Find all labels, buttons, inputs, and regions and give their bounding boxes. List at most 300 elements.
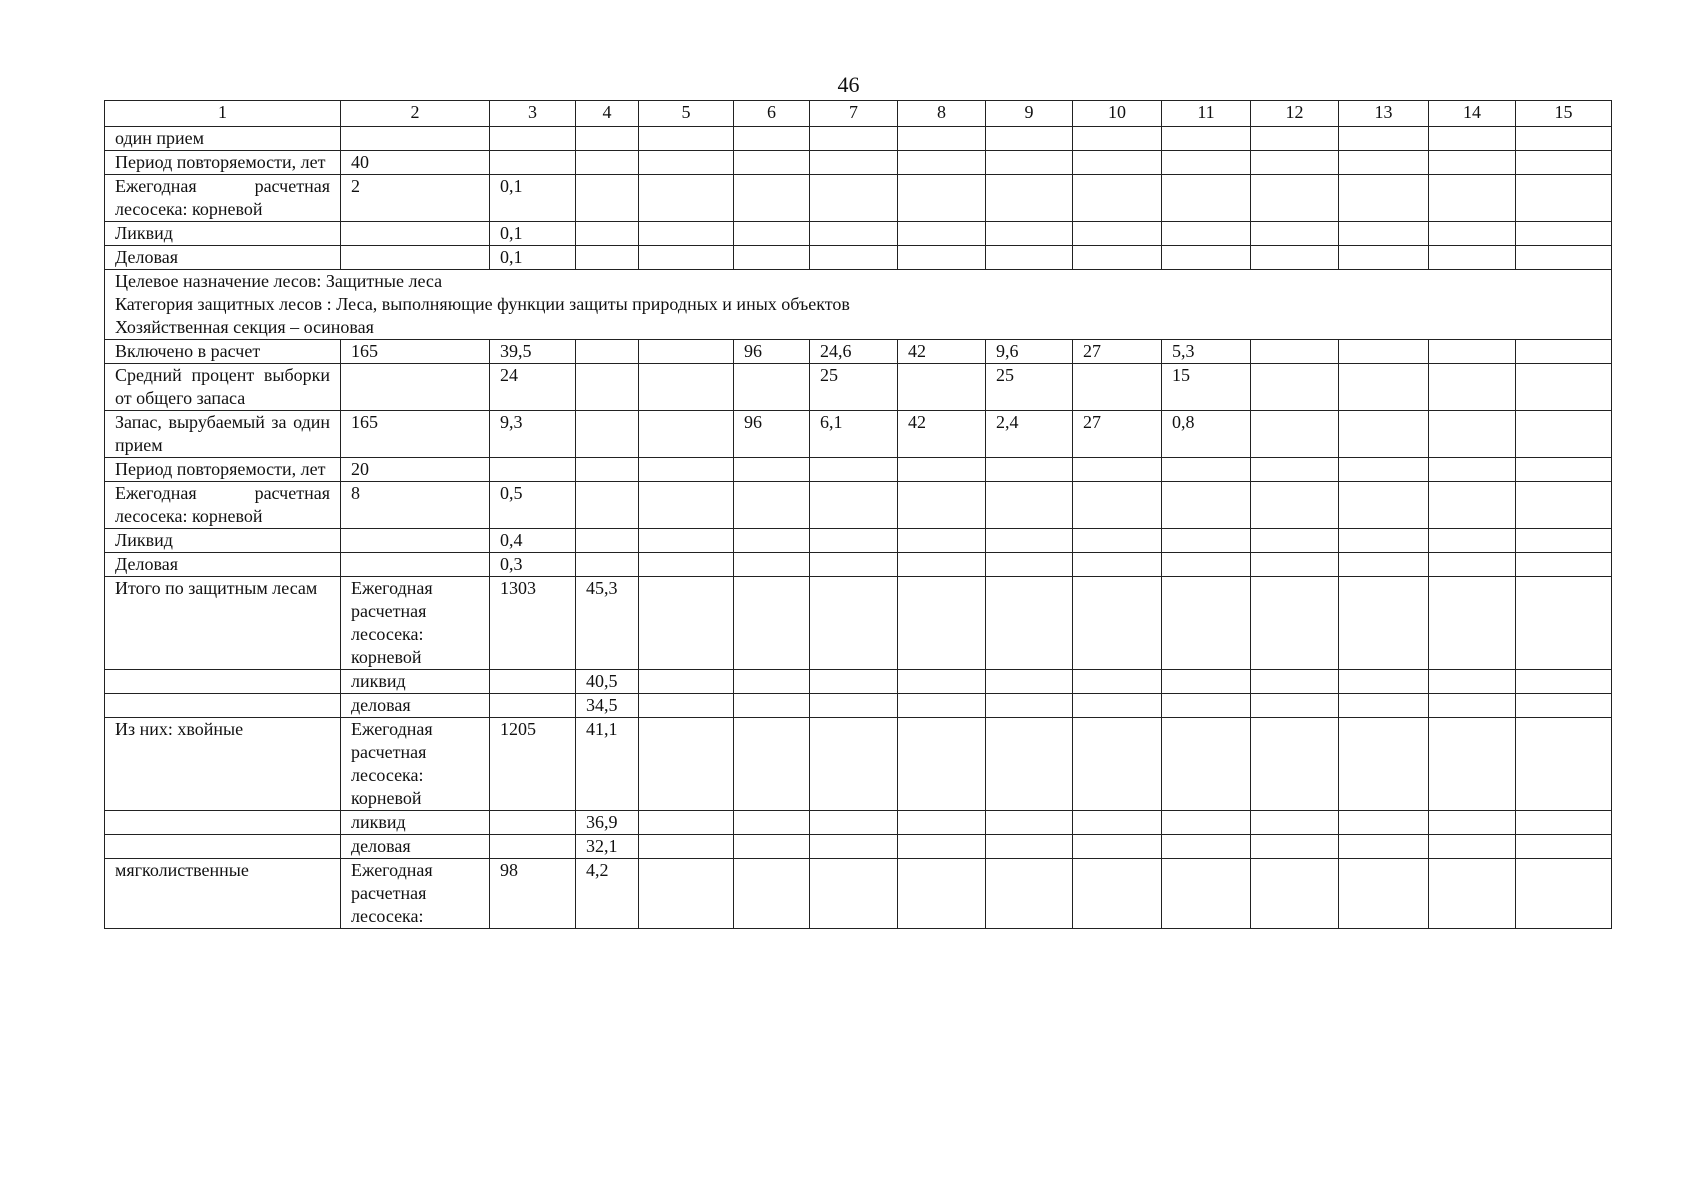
table-cell [1251, 151, 1339, 175]
table-cell [1162, 529, 1251, 553]
table-row [105, 529, 1612, 553]
table-row [105, 718, 1612, 811]
table-row [105, 127, 1612, 151]
table-cell [1073, 364, 1162, 411]
table-cell [1339, 859, 1429, 929]
column-number-cell: 5 [639, 101, 734, 127]
table-cell [1516, 340, 1612, 364]
table-cell [1429, 577, 1516, 670]
table-cell [898, 151, 986, 175]
table-cell [986, 175, 1073, 222]
table-cell [898, 811, 986, 835]
table-cell [341, 529, 490, 553]
table-cell: 1303 [490, 577, 576, 670]
table-body [105, 101, 1612, 929]
table-cell [639, 411, 734, 458]
column-number-cell: 2 [341, 101, 490, 127]
table-cell [1162, 694, 1251, 718]
table-cell [490, 151, 576, 175]
table-cell [1339, 811, 1429, 835]
column-number-cell: 11 [1162, 101, 1251, 127]
table-cell [639, 458, 734, 482]
table-cell [1073, 127, 1162, 151]
table-cell [1251, 127, 1339, 151]
table-cell [1339, 175, 1429, 222]
table-cell [734, 694, 810, 718]
table-row [105, 553, 1612, 577]
table-cell: Ежегодная расчетная лесосека: [341, 859, 490, 929]
row-label-cell: Из них: хвойные [105, 718, 341, 811]
table-cell [898, 835, 986, 859]
table-cell: ликвид [341, 670, 490, 694]
table-cell [639, 811, 734, 835]
table-cell [1251, 811, 1339, 835]
table-cell: 40,5 [576, 670, 639, 694]
table-cell [986, 694, 1073, 718]
table-cell [1073, 482, 1162, 529]
table-cell: 2 [341, 175, 490, 222]
table-cell [898, 553, 986, 577]
table-cell [1073, 151, 1162, 175]
table-cell [639, 175, 734, 222]
table-cell [734, 859, 810, 929]
table-cell [1516, 718, 1612, 811]
table-cell [1251, 458, 1339, 482]
row-label-cell [105, 811, 341, 835]
table-cell: 15 [1162, 364, 1251, 411]
table-cell [490, 127, 576, 151]
table-cell [734, 811, 810, 835]
table-cell [1429, 411, 1516, 458]
table-cell [810, 553, 898, 577]
table-cell [1339, 482, 1429, 529]
table-cell [1339, 127, 1429, 151]
table-cell [1339, 222, 1429, 246]
table-cell: 9,3 [490, 411, 576, 458]
table-cell [898, 859, 986, 929]
column-number-cell: 7 [810, 101, 898, 127]
table-cell [734, 577, 810, 670]
row-label-cell: Средний процент выборки от общего запаса [105, 364, 341, 411]
table-cell [734, 222, 810, 246]
table-cell [734, 835, 810, 859]
table-row [105, 694, 1612, 718]
table-cell [341, 553, 490, 577]
table-cell: 0,3 [490, 553, 576, 577]
column-number-cell: 15 [1516, 101, 1612, 127]
table-cell [898, 482, 986, 529]
table-cell [1251, 529, 1339, 553]
table-cell [639, 859, 734, 929]
table-cell [1162, 835, 1251, 859]
table-cell [986, 670, 1073, 694]
table-cell [810, 151, 898, 175]
table-cell [1162, 151, 1251, 175]
table-cell: 45,3 [576, 577, 639, 670]
table-cell: 4,2 [576, 859, 639, 929]
table-cell: 25 [986, 364, 1073, 411]
table-cell [1429, 222, 1516, 246]
table-cell [1516, 577, 1612, 670]
table-cell: 96 [734, 340, 810, 364]
table-row [105, 175, 1612, 222]
row-label-cell: Деловая [105, 553, 341, 577]
table-cell [986, 127, 1073, 151]
table-cell [1339, 411, 1429, 458]
table-cell [810, 835, 898, 859]
table-cell [1162, 175, 1251, 222]
table-cell: 39,5 [490, 340, 576, 364]
table-cell [898, 222, 986, 246]
table-cell [639, 553, 734, 577]
table-cell: 0,5 [490, 482, 576, 529]
table-cell [1251, 340, 1339, 364]
table-row [105, 859, 1612, 929]
table-cell: Ежегодная расчетная лесосека: корневой [341, 718, 490, 811]
table-cell [1429, 482, 1516, 529]
table-cell [1429, 670, 1516, 694]
table-cell [1162, 577, 1251, 670]
table-cell: 6,1 [810, 411, 898, 458]
table-cell: 36,9 [576, 811, 639, 835]
table-cell [1251, 222, 1339, 246]
table-cell [734, 127, 810, 151]
page-number: 46 [837, 72, 860, 97]
table-cell: 42 [898, 411, 986, 458]
table-cell [734, 529, 810, 553]
table-cell: 8 [341, 482, 490, 529]
column-number-cell: 8 [898, 101, 986, 127]
column-number-cell: 13 [1339, 101, 1429, 127]
table-cell [810, 246, 898, 270]
table-cell [1429, 694, 1516, 718]
table-row [105, 246, 1612, 270]
table-cell [1339, 553, 1429, 577]
table-cell [639, 482, 734, 529]
table-cell [490, 670, 576, 694]
table-cell [1429, 529, 1516, 553]
table-cell: 1205 [490, 718, 576, 811]
table-cell [734, 553, 810, 577]
row-label-cell: Ежегодная расчетная лесосека: корневой [105, 482, 341, 529]
table-cell [1073, 835, 1162, 859]
table-cell [639, 577, 734, 670]
table-cell [1516, 222, 1612, 246]
table-cell [1429, 175, 1516, 222]
table-cell: 165 [341, 411, 490, 458]
table-cell [810, 127, 898, 151]
table-cell [898, 175, 986, 222]
table-cell [1516, 529, 1612, 553]
table-cell [341, 246, 490, 270]
table-cell [1516, 811, 1612, 835]
column-number-cell: 1 [105, 101, 341, 127]
table-cell [1073, 859, 1162, 929]
table-cell [341, 127, 490, 151]
table-cell [734, 364, 810, 411]
table-cell: 9,6 [986, 340, 1073, 364]
table-cell [898, 364, 986, 411]
table-cell [1516, 364, 1612, 411]
table-cell [1073, 529, 1162, 553]
table-cell: 34,5 [576, 694, 639, 718]
table-cell [490, 811, 576, 835]
table-cell [734, 246, 810, 270]
table-cell [639, 151, 734, 175]
table-cell [810, 694, 898, 718]
table-cell [576, 151, 639, 175]
table-cell [986, 482, 1073, 529]
table-cell [576, 364, 639, 411]
section-heading-line: Категория защитных лесов : Леса, выполняющие функции защиты природных и иных объектов [115, 294, 850, 314]
table-cell [1429, 340, 1516, 364]
table-cell [639, 529, 734, 553]
table-cell: 20 [341, 458, 490, 482]
table-cell [1073, 222, 1162, 246]
table-cell [1429, 811, 1516, 835]
table-cell [1516, 246, 1612, 270]
table-cell [1339, 718, 1429, 811]
table-cell [1162, 222, 1251, 246]
table-cell [1516, 151, 1612, 175]
table-cell [576, 529, 639, 553]
table-cell [576, 411, 639, 458]
table-cell [1429, 364, 1516, 411]
table-cell [986, 835, 1073, 859]
row-label-cell: Включено в расчет [105, 340, 341, 364]
table-row [105, 458, 1612, 482]
table-cell [1339, 340, 1429, 364]
table-cell [1251, 482, 1339, 529]
row-label-cell [105, 835, 341, 859]
table-cell [490, 694, 576, 718]
table-cell [1516, 553, 1612, 577]
table-cell [898, 670, 986, 694]
table-row [105, 835, 1612, 859]
row-label-cell [105, 670, 341, 694]
table-cell [1073, 670, 1162, 694]
table-cell [810, 577, 898, 670]
forest-data-table [104, 100, 1612, 929]
table-row [105, 222, 1612, 246]
table-cell [576, 127, 639, 151]
table-cell [639, 364, 734, 411]
section-heading-row [105, 270, 1612, 340]
table-cell: 0,1 [490, 222, 576, 246]
table-cell [1073, 553, 1162, 577]
table-cell [810, 175, 898, 222]
table-cell [1162, 811, 1251, 835]
table-cell [810, 811, 898, 835]
table-cell [1429, 718, 1516, 811]
table-cell [490, 835, 576, 859]
table-cell [1516, 694, 1612, 718]
table-cell [1073, 175, 1162, 222]
table-cell [639, 246, 734, 270]
table-cell [986, 577, 1073, 670]
table-cell [1339, 364, 1429, 411]
table-cell [986, 458, 1073, 482]
column-number-row [105, 101, 1612, 127]
table-cell [1162, 246, 1251, 270]
table-row [105, 411, 1612, 458]
table-row [105, 340, 1612, 364]
table-cell: деловая [341, 694, 490, 718]
table-row [105, 577, 1612, 670]
table-cell [898, 529, 986, 553]
table-cell: 0,1 [490, 175, 576, 222]
table-cell [898, 458, 986, 482]
column-number-cell: 6 [734, 101, 810, 127]
table-cell [1251, 670, 1339, 694]
table-cell [1251, 694, 1339, 718]
table-cell [639, 340, 734, 364]
row-label-cell: Ликвид [105, 529, 341, 553]
table-cell: Ежегодная расчетная лесосека: корневой [341, 577, 490, 670]
table-cell: 24 [490, 364, 576, 411]
table-cell [639, 835, 734, 859]
table-cell [986, 151, 1073, 175]
table-cell [1251, 553, 1339, 577]
table-cell [810, 529, 898, 553]
table-cell [986, 529, 1073, 553]
row-label-cell: Период повторяемости, лет [105, 458, 341, 482]
row-label-cell: мягколиственные [105, 859, 341, 929]
table-row [105, 364, 1612, 411]
table-row [105, 670, 1612, 694]
table-cell [898, 718, 986, 811]
table-cell [576, 458, 639, 482]
table-cell [639, 718, 734, 811]
table-cell [1251, 718, 1339, 811]
table-cell [639, 694, 734, 718]
table-cell [1073, 694, 1162, 718]
table-cell [1516, 411, 1612, 458]
table-cell [986, 553, 1073, 577]
table-cell [1429, 246, 1516, 270]
table-cell [986, 811, 1073, 835]
table-cell [1251, 835, 1339, 859]
table-cell [986, 859, 1073, 929]
table-cell [1516, 482, 1612, 529]
table-cell: 0,4 [490, 529, 576, 553]
table-cell [1429, 859, 1516, 929]
table-cell [810, 718, 898, 811]
table-cell [734, 151, 810, 175]
table-cell [1339, 835, 1429, 859]
column-number-cell: 12 [1251, 101, 1339, 127]
table-cell: 27 [1073, 340, 1162, 364]
table-cell: 96 [734, 411, 810, 458]
table-cell [1429, 127, 1516, 151]
table-cell [1251, 364, 1339, 411]
table-row [105, 482, 1612, 529]
table-cell [734, 458, 810, 482]
table-cell [576, 175, 639, 222]
table-cell [1339, 246, 1429, 270]
table-cell [1429, 553, 1516, 577]
table-cell [898, 694, 986, 718]
column-number-cell: 14 [1429, 101, 1516, 127]
table-cell [810, 222, 898, 246]
table-cell [1251, 577, 1339, 670]
table-cell [1251, 859, 1339, 929]
table-cell [490, 458, 576, 482]
table-cell: 42 [898, 340, 986, 364]
table-cell [734, 175, 810, 222]
table-cell: 40 [341, 151, 490, 175]
table-cell [1516, 458, 1612, 482]
table-cell [1339, 694, 1429, 718]
table-cell: ликвид [341, 811, 490, 835]
table-cell [898, 577, 986, 670]
table-cell [1516, 670, 1612, 694]
table-cell [1162, 458, 1251, 482]
table-cell [341, 222, 490, 246]
table-row [105, 151, 1612, 175]
table-cell [1429, 151, 1516, 175]
table-cell [1251, 175, 1339, 222]
table-cell [1073, 577, 1162, 670]
table-cell [639, 670, 734, 694]
row-label-cell: Ликвид [105, 222, 341, 246]
table-cell [1162, 482, 1251, 529]
table-cell [1516, 859, 1612, 929]
table-cell [576, 553, 639, 577]
table-cell [639, 222, 734, 246]
table-cell [986, 718, 1073, 811]
table-cell [1516, 127, 1612, 151]
table-cell: 41,1 [576, 718, 639, 811]
table-cell [1073, 458, 1162, 482]
table-cell [1251, 411, 1339, 458]
table-cell [810, 458, 898, 482]
table-cell [576, 340, 639, 364]
table-cell [1339, 458, 1429, 482]
table-cell [639, 127, 734, 151]
table-cell [810, 859, 898, 929]
table-cell [986, 246, 1073, 270]
table-cell: 98 [490, 859, 576, 929]
table-cell [1162, 718, 1251, 811]
row-label-cell: один прием [105, 127, 341, 151]
row-label-cell: Итого по защитным лесам [105, 577, 341, 670]
table-cell [1516, 175, 1612, 222]
table-cell [1162, 127, 1251, 151]
table-cell [576, 246, 639, 270]
table-cell: 25 [810, 364, 898, 411]
table-cell [1073, 718, 1162, 811]
table-row [105, 811, 1612, 835]
row-label-cell [105, 694, 341, 718]
column-number-cell: 4 [576, 101, 639, 127]
table-cell [986, 222, 1073, 246]
table-cell [341, 364, 490, 411]
table-cell [810, 670, 898, 694]
table-cell [1162, 553, 1251, 577]
table-cell: 0,1 [490, 246, 576, 270]
section-heading-line: Хозяйственная секция – осиновая [115, 317, 374, 337]
table-cell [1073, 811, 1162, 835]
table-cell: 32,1 [576, 835, 639, 859]
row-label-cell: Период повторяемости, лет [105, 151, 341, 175]
section-heading-cell [105, 270, 1612, 340]
table-cell [576, 482, 639, 529]
column-number-cell: 3 [490, 101, 576, 127]
table-cell [1339, 577, 1429, 670]
table-cell [898, 127, 986, 151]
table-cell: 0,8 [1162, 411, 1251, 458]
